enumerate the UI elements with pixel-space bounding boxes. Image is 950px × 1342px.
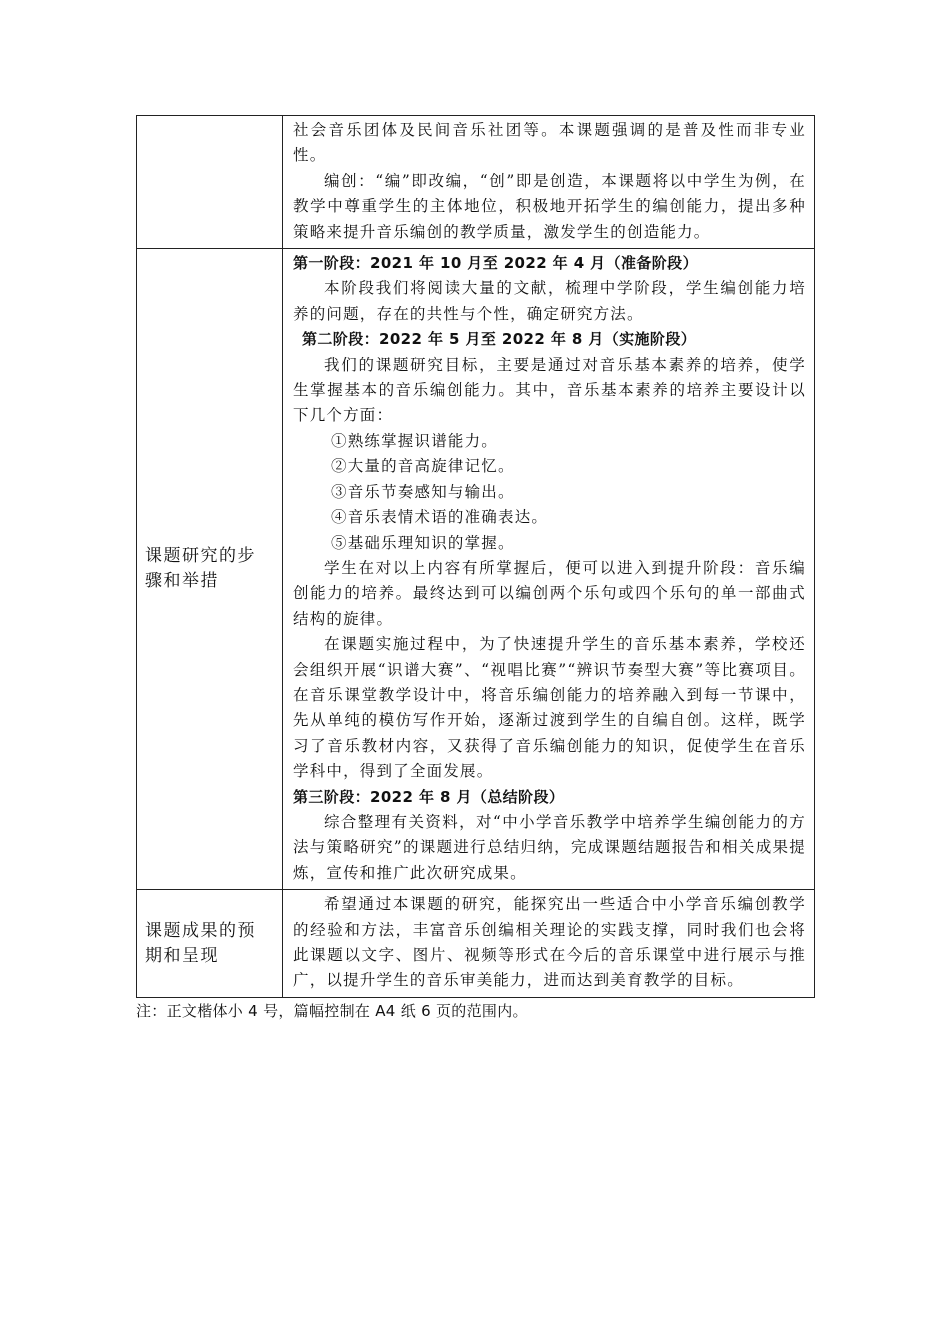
row1-paragraph: 编创：“编”即改编，“创”即是创造，本课题将以中学生为例，在教学中尊重学生的主体地位，积极地开拓学生的编创能力，提出多种策略来提升音乐编创的教学质量，激发学生的创造能力。 xyxy=(293,171,806,241)
stage3-text: 综合整理有关资料，对“中小学音乐教学中培养学生编创能力的方法与策略研究”的课题进行总结归纳，完成课题结题报告和相关成果提炼，宣传和推广此次研究成果。 xyxy=(293,812,806,882)
row3-label: 课题成果的预期和呈现 xyxy=(145,920,256,966)
list-item: ②大量的音高旋律记忆。 xyxy=(331,457,515,476)
stage1-title: 第一阶段：2021 年 10 月至 2022 年 4 月（准备阶段） xyxy=(293,254,698,273)
list-item: ①熟练掌握识谱能力。 xyxy=(331,431,499,450)
row-definition-continued xyxy=(137,116,815,249)
row2-content-cell xyxy=(283,249,815,890)
row3-text: 希望通过本课题的研究，能探究出一些适合中小学音乐编创教学的经验和方法，丰富音乐创编相关理论的实践支撑，同时我们也会将此课题以文字、图片、视频等形式在今后的音乐课堂中进行展示与推广，以提升学生的音乐审美能力，进而达到美育教学的目标。 xyxy=(293,895,806,990)
list-item: ④音乐表情术语的准确表达。 xyxy=(331,508,549,527)
row1-paragraph: 社会音乐团体及民间音乐社团等。本课题强调的是普及性而非专业性。 xyxy=(293,121,806,165)
footnote: 注：正文楷体小 4 号，篇幅控制在 A4 纸 6 页的范围内。 xyxy=(136,1001,528,1020)
stage1-text: 本阶段我们将阅读大量的文献，梳理中学阶段，学生编创能力培养的问题，存在的共性与个性，确定研究方法。 xyxy=(293,279,806,323)
stage3-title: 第三阶段：2022 年 8 月（总结阶段） xyxy=(293,787,565,806)
list-item: ③音乐节奏感知与输出。 xyxy=(331,482,515,501)
project-table xyxy=(136,115,815,998)
row3-label-cell xyxy=(137,890,283,998)
list-item: ⑤基础乐理知识的掌握。 xyxy=(331,533,515,552)
stage2-title: 第二阶段：2022 年 5 月至 2022 年 8 月（实施阶段） xyxy=(302,330,697,349)
stage2-paragraph: 在课题实施过程中，为了快速提升学生的音乐基本素养，学校还会组织开展“识谱大赛”、“视唱比赛”“辨识节奏型大赛”等比赛项目。在音乐课堂教学设计中，将音乐编创能力的培养融入到每一节课中，先从单纯的模仿写作开始，逐渐过渡到学生的自编自创。这样，既学习了音乐教材内容，又获得了音乐编创能力的知识，促使学生在音乐学科中，得到了全面发展。 xyxy=(293,635,806,781)
document-sheet xyxy=(136,115,815,1021)
row-research-steps xyxy=(137,249,815,890)
row1-content-cell xyxy=(283,116,815,249)
stage2-paragraph: 学生在对以上内容有所掌握后，便可以进入到提升阶段：音乐编创能力的培养。最终达到可以编创两个乐句或四个乐句的单一部曲式结构的旋律。 xyxy=(293,558,806,628)
stage2-intro: 我们的课题研究目标，主要是通过对音乐基本素养的培养，使学生掌握基本的音乐编创能力。其中，音乐基本素养的培养主要设计以下几个方面： xyxy=(293,355,806,425)
row1-label-cell xyxy=(137,116,283,249)
row3-content-cell xyxy=(283,890,815,998)
row2-label: 课题研究的步骤和举措 xyxy=(145,546,256,592)
row2-label-cell xyxy=(137,249,283,890)
row-expected-results xyxy=(137,890,815,998)
